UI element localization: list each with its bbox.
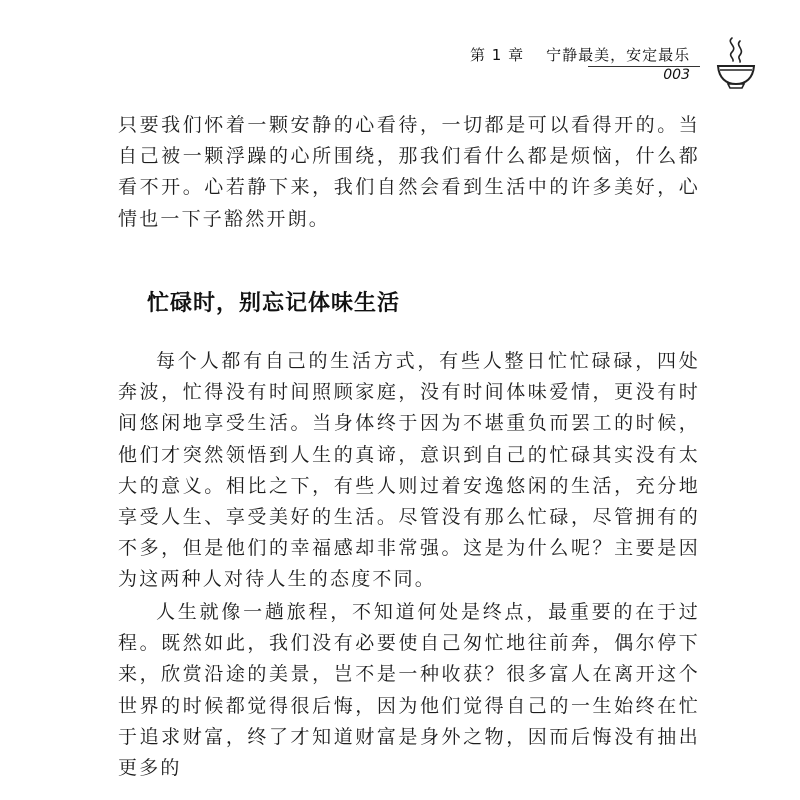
teacup-icon xyxy=(714,34,758,90)
chapter-title: 宁静最美，安定最乐 xyxy=(546,46,691,64)
running-header xyxy=(470,44,710,86)
body-paragraph-2: 每个人都有自己的生活方式，有些人整日忙忙碌碌，四处奔波，忙得没有时间照顾家庭，没有时间体味爱情，更没有时间悠闲地享受生活。当身体终于因为不堪重负而罢工的时候，他们才突然领悟到人生的真谛，意识到自己的忙碌其实没有太大的意义。相比之下，有些人则过着安逸悠闲的生活，充分地享受人生、享受美好的生活。尽管没有那么忙碌，尽管拥有的不多，但是他们的幸福感却非常强。这是为什么呢？主要是因为这两种人对待人生的态度不同。 xyxy=(118,350,700,591)
body-paragraph-3: 人生就像一趟旅程，不知道何处是终点，最重要的在于过程。既然如此，我们没有必要使自己匆忙地往前奔，偶尔停下来，欣赏沿途的美景，岂不是一种收获？很多富人在离开这个世界的时候都觉得很后悔，因为他们觉得自己的一生始终在忙于追求财富，终了才知道财富是身外之物，因而后悔没有抽出更多的 xyxy=(118,601,700,780)
section-heading: 忙碌时，别忘记体味生活 xyxy=(147,291,401,316)
chapter-label: 第 1 章 xyxy=(470,46,525,64)
chapter-header xyxy=(470,44,690,65)
body-paragraph-1: 只要我们怀着一颗安静的心看待，一切都是可以看得开的。当自己被一颗浮躁的心所围绕，那我们看什么都是烦恼，什么都看不开。心若静下来，我们自然会看到生活中的许多美好，心情也一下子豁然开朗。 xyxy=(118,114,700,230)
page-number: 003 xyxy=(663,67,690,83)
